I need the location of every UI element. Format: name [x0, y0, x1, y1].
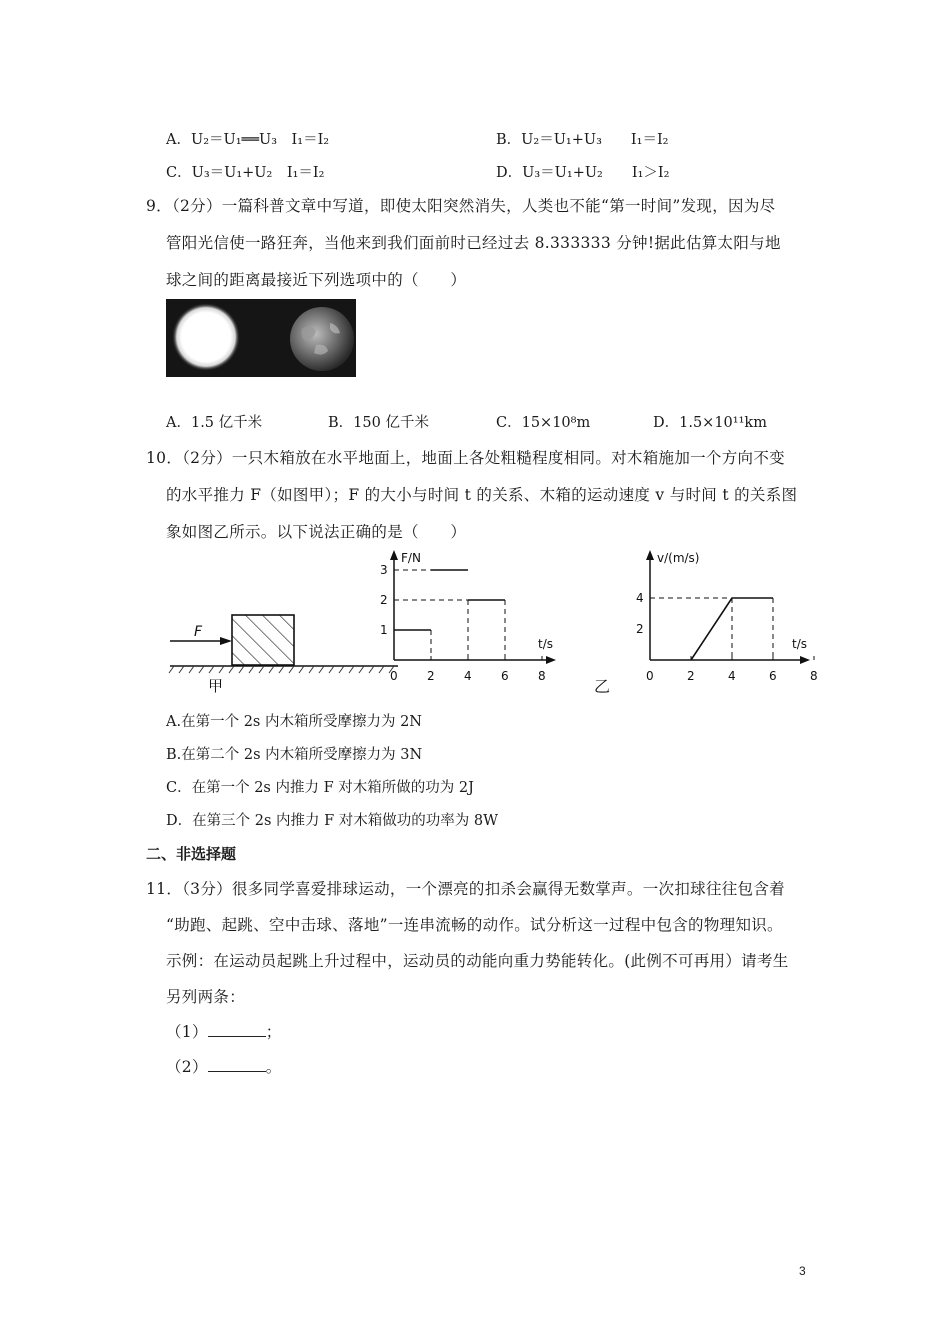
section-title: 二、非选择题	[146, 845, 237, 863]
y-axis-label: v/(m/s)	[657, 551, 700, 565]
q9-option-b: B．150 亿千米	[328, 415, 429, 431]
x-axis-label: t/s	[538, 637, 553, 651]
q9-line-1: 9．（2分）一篇科普文章中写道，即使太阳突然消失，人类也不能“第一时间”发现，因为尽	[146, 197, 776, 215]
answer-1-number: （1）	[166, 1023, 208, 1041]
earth-shape	[290, 307, 354, 371]
answer-2-blank[interactable]	[208, 1057, 266, 1072]
q11-line-3: 示例：在运动员起跳上升过程中，运动员的动能向重力势能转化。(此例不可再用）请考生	[166, 952, 789, 970]
q8-option-a: A．U₂＝U₁══U₃ I₁＝I₂	[166, 132, 330, 148]
y-axis-label: F/N	[401, 551, 421, 565]
y-axis-arrow	[646, 550, 654, 560]
x-tick-label: 0	[390, 669, 398, 683]
answer-2-number: （2）	[166, 1058, 208, 1076]
q9-option-c: C．15×10⁸m	[496, 415, 591, 431]
q11-line-2: “助跑、起跳、空中击球、落地”一连串流畅的动作。试分析这一过程中包含的物理知识。	[166, 916, 783, 934]
velocity-time-chart	[630, 546, 830, 686]
q9-option-a: A．1.5 亿千米	[166, 415, 263, 431]
force-arrow-head	[220, 637, 232, 645]
q11-line-4: 另列两条：	[166, 988, 246, 1006]
answer-1-blank[interactable]	[208, 1022, 266, 1037]
q8-option-d: D．U₃＝U₁+U₂ I₁＞I₂	[496, 165, 670, 181]
sun-shape	[172, 303, 240, 371]
x-axis-arrow	[546, 656, 556, 664]
force-label: F	[194, 624, 203, 640]
q8-option-c: C．U₃＝U₁+U₂ I₁＝I₂	[166, 165, 325, 181]
q8-option-b: B．U₂＝U₁+U₃ I₁＝I₂	[496, 132, 669, 148]
q10-line-3: 象如图乙所示。以下说法正确的是（ ）	[166, 523, 467, 541]
wooden-box	[232, 615, 294, 665]
y-tick-label: 2	[636, 622, 644, 636]
x-axis-arrow	[800, 656, 810, 664]
figure-jia-caption: 甲	[208, 677, 224, 694]
y-tick-label: 1	[380, 623, 388, 637]
force-time-chart	[360, 546, 570, 686]
q10-option-d: D．在第三个 2s 内推力 F 对木箱做功的功率为 8W	[166, 813, 499, 829]
q10-option-c: C．在第一个 2s 内推力 F 对木箱所做的功为 2J	[166, 780, 474, 796]
q9-option-d: D．1.5×10¹¹km	[653, 415, 767, 431]
q11-answer-1	[166, 1020, 282, 1042]
y-tick-label: 4	[636, 591, 644, 605]
answer-2-end: 。	[265, 1058, 282, 1076]
x-tick-label: 6	[501, 669, 509, 683]
q11-line-1: 11．（3分）很多同学喜爱排球运动，一个漂亮的扣杀会赢得无数掌声。一次扣球往往包含着	[146, 880, 785, 898]
q11-answer-2	[166, 1055, 282, 1077]
q9-line-2: 管阳光信使一路狂奔，当他来到我们面前时已经过去 8.333333 分钟!据此估算太阳与地	[166, 234, 781, 252]
x-tick-label: 0	[646, 669, 654, 683]
q9-line-3: 球之间的距离最接近下列选项中的（ ）	[166, 271, 467, 289]
answer-1-end: ；	[265, 1023, 282, 1041]
q10-option-a: A.在第一个 2s 内木箱所受摩擦力为 2N	[166, 714, 422, 730]
x-tick-label: 4	[728, 669, 736, 683]
x-tick-label: 6	[769, 669, 777, 683]
sun-earth-image	[166, 299, 356, 377]
x-tick-label: 8	[810, 669, 818, 683]
q10-line-2: 的水平推力 F（如图甲）；F 的大小与时间 t 的关系、木箱的运动速度 v 与时间 t 的关系图	[166, 486, 798, 504]
x-axis-label: t/s	[792, 637, 807, 651]
figure-yi-caption: 乙	[594, 677, 611, 696]
x-tick-label: 2	[427, 669, 435, 683]
y-tick-label: 3	[380, 563, 388, 577]
q10-line-1: 10．（2分）一只木箱放在水平地面上，地面上各处粗糙程度相同。对木箱施加一个方向不变	[146, 449, 785, 467]
y-tick-label: 2	[380, 593, 388, 607]
y-axis-arrow	[390, 550, 398, 560]
x-tick-label: 4	[464, 669, 472, 683]
page-number: 3	[799, 1264, 806, 1278]
q10-option-b: B.在第二个 2s 内木箱所受摩擦力为 3N	[166, 747, 423, 763]
x-tick-label: 8	[538, 669, 546, 683]
velocity-segment	[691, 598, 732, 660]
x-tick-label: 2	[687, 669, 695, 683]
